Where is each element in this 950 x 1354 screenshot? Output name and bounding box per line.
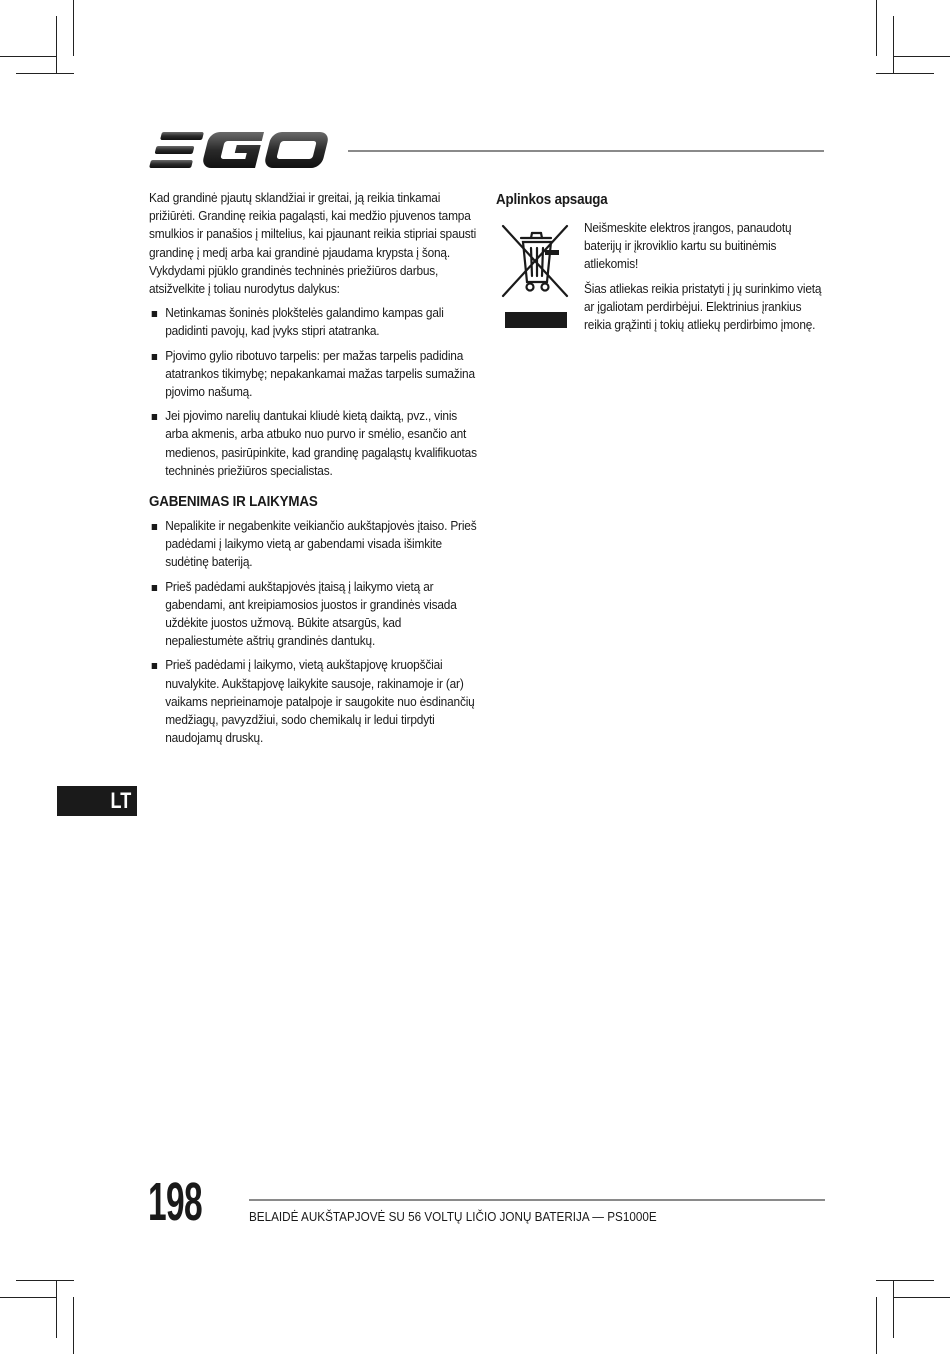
- crop-mark: [876, 1297, 877, 1354]
- crop-mark: [73, 0, 74, 56]
- transport-section: [149, 517, 479, 753]
- crop-mark: [876, 73, 934, 74]
- intro-paragraph: Kad grandinė pjautų sklandžiai ir greitai, ją reikia tinkamai prižiūrėti. Grandinę reikia pagaląsti, kai medžio pjuvenos tampa smulkios ir panašios į miltelius, kai pjaunant reikia stipriai spausti grandinę į medį arba kai grandinė pjaudama krypsta į šoną. Vykdydami pjūklo grandinės techninės priežiūros darbus, atsižvelkite į toliau nurodytus dalykus:: [149, 190, 477, 297]
- header-rule: [348, 150, 824, 152]
- list-item: Nepalikite ir negabenkite veikiančio aukštapjovės įtaiso. Prieš padėdami į laikymo vietą ar gabendami visada išimkite sudėtinę bateriją.: [149, 517, 478, 572]
- bullet-icon: [152, 414, 157, 420]
- crop-mark: [893, 16, 894, 74]
- crop-mark: [16, 1280, 74, 1281]
- weee-crossed-bin-icon: [501, 220, 571, 330]
- environment-paragraph: Neišmeskite elektros įrangos, panaudotų baterijų ir įkroviklio kartu su buitinėmis atliekomis!: [584, 220, 792, 272]
- crop-mark: [0, 1297, 56, 1298]
- crop-mark: [0, 56, 56, 57]
- crop-mark: [876, 1280, 934, 1281]
- list-item: Pjovimo gylio ribotuvo tarpelis: per mažas tarpelis padidina atatrankos tikimybę; nepakankamai mažas tarpelis sumažina pjovimo našumą.: [149, 347, 478, 402]
- language-code: LT: [110, 788, 131, 813]
- footer-rule: [249, 1199, 825, 1201]
- bullet-icon: [152, 354, 157, 360]
- list-item: Netinkamas šoninės plokštelės galandimo kampas gali padidinti pavojų, kad įvyks stipri atatranka.: [149, 304, 478, 340]
- page-number: 198: [148, 1172, 203, 1232]
- environment-text: [584, 219, 829, 340]
- crop-mark: [56, 16, 57, 74]
- bullet-icon: [152, 524, 157, 530]
- crop-mark: [893, 1297, 950, 1298]
- section-heading-transport: GABENIMAS IR LAIKYMAS: [149, 493, 318, 510]
- crop-mark: [893, 56, 950, 57]
- ego-logo: [149, 128, 331, 172]
- crop-mark: [73, 1297, 74, 1354]
- bullet-icon: [152, 663, 157, 669]
- bullet-icon: [152, 311, 157, 317]
- transport-list: [149, 517, 478, 747]
- section-heading-environment: Aplinkos apsauga: [496, 191, 608, 208]
- crop-mark: [56, 1280, 57, 1338]
- crop-mark: [16, 73, 74, 74]
- language-tab: [57, 786, 137, 816]
- footer-title: BELAIDĖ AUKŠTAPJOVĖ SU 56 VOLTŲ LIČIO JONŲ BATERIJA — PS1000E: [249, 1209, 657, 1224]
- list-item: Prieš padėdami aukštapjovės įtaisą į laikymo vietą ar gabendami, ant kreipiamosios juostos ir grandinės visada uždėkite juostos užmovą. Būkite atsargūs, kad nepaliestumėte aštrių grandinės dantukų.: [149, 578, 478, 651]
- maintenance-list: [149, 304, 478, 480]
- crop-mark: [893, 1280, 894, 1338]
- environment-paragraph: Šias atliekas reikia pristatyti į jų surinkimo vietą ar įgaliotam perdirbėjui. Elektrinius įrankius reikia grąžinti į tokių atliekų perdirbimo įmonę.: [584, 280, 822, 333]
- list-item: Jei pjovimo narelių dantukai kliudė kietą daiktą, pvz., vinis arba akmenis, arba atbuko nuo purvo ir smėlio, esančio ant medienos, pasirūpinkite, kad grandinę pagaląstų kvalifikuotas techninės priežiūros specialistas.: [149, 407, 478, 480]
- crop-mark: [876, 0, 877, 56]
- list-item: Prieš padėdami į laikymo, vietą aukštapjovę kruopščiai nuvalykite. Aukštapjovę laikykite sausoje, rakinamoje ir (ar) vaikams neprieinamoje patalpoje ir saugokite nuo ėsdinančių medžiagų, pavyzdžiui, sodo chemikalų ir ledui tirpdyti naudojamų druskų.: [149, 656, 478, 747]
- bullet-icon: [152, 585, 157, 591]
- maintenance-section: [149, 189, 479, 486]
